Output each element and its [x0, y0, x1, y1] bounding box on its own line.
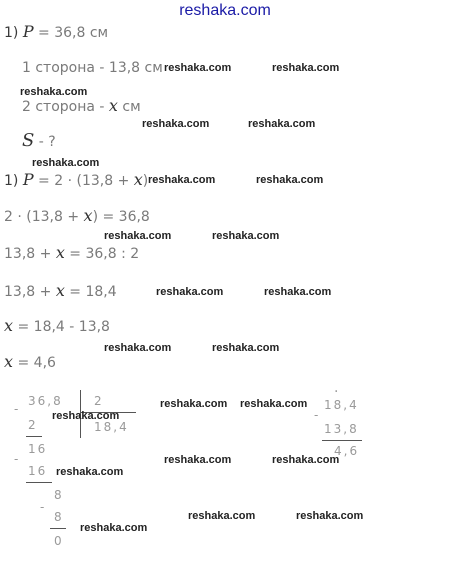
subtrahend: 13,8 [324, 422, 359, 436]
borrow-dot: · [334, 384, 341, 400]
watermark: reshaka.com [56, 466, 124, 478]
given-area [22, 130, 56, 151]
watermark: reshaka.com [272, 62, 340, 74]
var-x: x [4, 352, 14, 371]
var-x: x [4, 316, 14, 335]
watermark: reshaka.com [240, 398, 308, 410]
given-side1: 1 сторона - 13,8 см [22, 60, 163, 76]
given-perimeter [4, 22, 108, 41]
eq2-right: = 36,8 : 2 [64, 246, 140, 262]
equation-1 [4, 206, 150, 225]
watermark: reshaka.com [160, 398, 228, 410]
equation-2 [4, 243, 139, 262]
site-header[interactable]: reshaka.com [179, 2, 271, 19]
watermark: reshaka.com [20, 86, 88, 98]
watermark: reshaka.com [104, 230, 172, 242]
subtrahend-3: 8 [54, 510, 64, 524]
equation-3 [4, 281, 117, 300]
eq3-right: = 18,4 [64, 284, 117, 300]
equation-5 [4, 352, 56, 371]
watermark: reshaka.com [142, 118, 210, 130]
watermark: reshaka.com [32, 157, 100, 169]
var-x: x [55, 243, 65, 262]
var-p: P [22, 170, 34, 189]
eq3-left: 13,8 + [4, 284, 56, 300]
eq2-left: 13,8 + [4, 246, 56, 262]
remainder-1: 16 [28, 442, 48, 456]
side2-label: 2 сторона - [22, 99, 109, 115]
area-question: - ? [34, 134, 56, 150]
var-x: x [83, 206, 93, 225]
watermark: reshaka.com [264, 286, 332, 298]
watermark: reshaka.com [52, 410, 120, 422]
given-side2 [22, 96, 141, 115]
perimeter-value: = 36,8 см [33, 25, 109, 41]
minuend: 18,4 [324, 398, 359, 412]
var-x: x [108, 96, 118, 115]
step1-expr: = 2 · (13,8 + [33, 173, 134, 189]
watermark: reshaka.com [212, 230, 280, 242]
watermark: reshaka.com [148, 174, 216, 186]
difference: 4,6 [334, 444, 360, 458]
eq1-left: 2 · (13,8 + [4, 209, 84, 225]
dividend: 36,8 [28, 394, 63, 408]
watermark: reshaka.com [156, 286, 224, 298]
item-number: 1) [4, 25, 19, 41]
watermark: reshaka.com [80, 522, 148, 534]
division-minus-1: - [14, 402, 21, 416]
division-minus-3: - [40, 500, 47, 514]
division-underline-1 [26, 436, 42, 437]
remainder-2: 8 [54, 488, 64, 502]
solution-step1 [4, 170, 148, 189]
watermark: reshaka.com [164, 62, 232, 74]
subtrahend-2: 16 [28, 464, 48, 478]
remainder-final: 0 [54, 534, 64, 548]
eq5-right: = 4,6 [13, 355, 56, 371]
step-number: 1) [4, 173, 19, 189]
subtraction-line [322, 440, 362, 441]
quotient: 18,4 [94, 420, 129, 434]
division-underline-2 [26, 482, 52, 483]
watermark: reshaka.com [188, 510, 256, 522]
watermark: reshaka.com [296, 510, 364, 522]
eq1-right: ) = 36,8 [92, 209, 150, 225]
var-s: S [22, 130, 35, 151]
var-x: x [55, 281, 65, 300]
division-minus-2: - [14, 452, 21, 466]
watermark: reshaka.com [256, 174, 324, 186]
equation-4 [4, 316, 110, 335]
division-underline-3 [50, 528, 66, 529]
eq4-right: = 18,4 - 13,8 [13, 319, 110, 335]
var-p: P [22, 22, 34, 41]
subtrahend-1: 2 [28, 418, 38, 432]
subtraction-minus: - [314, 408, 321, 422]
side2-unit: см [117, 99, 141, 115]
watermark: reshaka.com [164, 454, 232, 466]
watermark: reshaka.com [272, 454, 340, 466]
watermark: reshaka.com [104, 342, 172, 354]
watermark: reshaka.com [248, 118, 316, 130]
divisor: 2 [94, 394, 104, 408]
step1-close: ) [142, 173, 149, 189]
var-x: x [133, 170, 143, 189]
watermark: reshaka.com [212, 342, 280, 354]
